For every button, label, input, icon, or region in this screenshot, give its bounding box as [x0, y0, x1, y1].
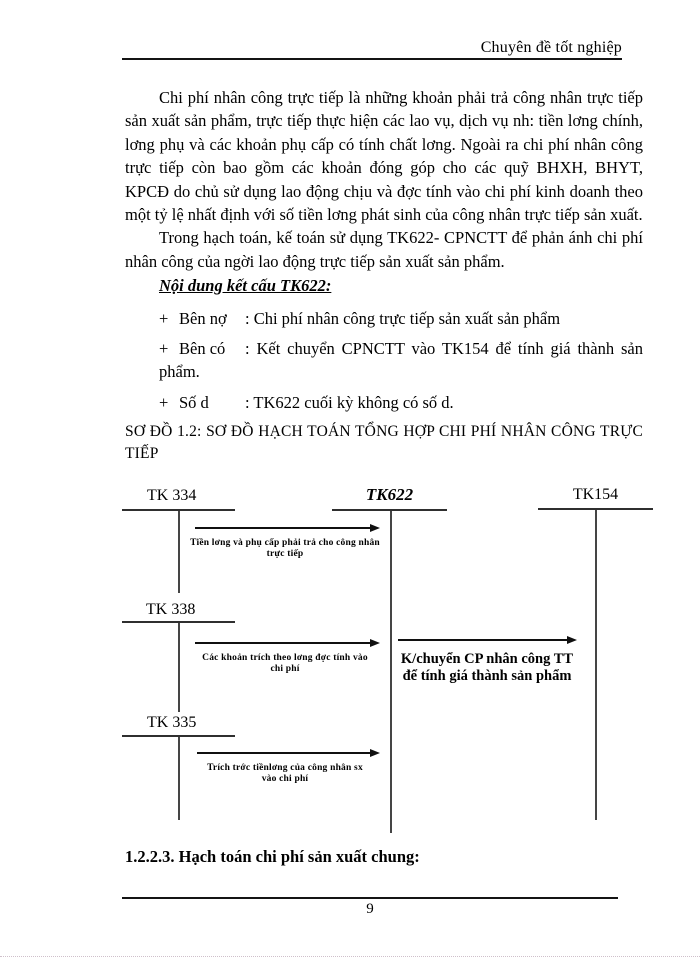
arrow3-label-line2: vào chi phí: [261, 774, 309, 784]
bullet-plus: +: [159, 308, 169, 328]
arrow1-label: [173, 538, 397, 560]
account-label-tk338: TK 338: [146, 601, 196, 618]
arrow2-label: [173, 653, 397, 675]
header-rule: [122, 58, 622, 60]
tk335-top-line: [122, 735, 235, 737]
diagram-caption: SƠ ĐỒ 1.2: SƠ ĐỒ HẠCH TOÁN TỔNG HỢP CHI PHÍ NHÂN CÔNG TRỰC TIẾP: [125, 423, 643, 463]
arrow-tk335-to-tk622: [197, 752, 371, 754]
arrow3-label: [173, 763, 397, 785]
list-item-so-du: [159, 391, 643, 414]
body-text: [125, 86, 643, 465]
tk154-top-line: [538, 508, 653, 510]
tk334-top-line: [122, 509, 235, 511]
account-label-tk622: TK622: [365, 485, 414, 504]
section-heading-1223: 1.2.2.3. Hạch toán chi phí sản xuất chung:: [125, 847, 420, 866]
list-item-label: Số d: [179, 392, 209, 412]
arrow-tk622-to-tk154: [398, 639, 568, 641]
bullet-plus: +: [159, 392, 169, 412]
list-item-label: Bên nợ: [179, 308, 227, 328]
list-item-text: : TK622 cuối kỳ không có số d.: [245, 392, 454, 412]
tk338-top-line: [122, 621, 235, 623]
arrow2-label-line2: chi phí: [270, 664, 300, 674]
arrow3-label-line1: Trích trớc tiềnlơng của công nhân sx: [207, 763, 363, 773]
account-label-tk335: TK 335: [147, 714, 197, 731]
arrow4-label-line2: để tính giá thành sản phẩm: [402, 667, 572, 684]
tk335-stem-line: [178, 737, 180, 820]
paragraph-cpnc-definition: Chi phí nhân công trực tiếp là những khoản phải trả công nhân trực tiếp sản xuất sản phẩm, trực tiếp thực hiện các lao vụ, dịch vụ nh: tiền lơng chính, lơng phụ và các khoản phụ cấp có tính chất lơng. Ngoài ra chi phí nhân công trực tiếp còn bao gồm các khoản đóng góp cho các quỹ BHXH, BHYT, KPCĐ do chủ sử dụng lao động chịu và đợc tính vào chi phí kinh doanh theo một tỷ lệ nhất định với số tiền lơng phát sinh của công nhân trực tiếp sản xuất.: [125, 88, 643, 225]
tk622-structure-list: [159, 307, 643, 415]
arrow2-label-line1: Các khoản trích theo lơng đợc tính vào: [202, 653, 368, 663]
list-item-text: : Kết chuyển CPNCTT vào TK154 để tính giá thành sản phẩm.: [159, 339, 643, 382]
footer-rule: [122, 897, 618, 899]
account-label-tk154: TK154: [572, 486, 619, 503]
page-edge-marker: [0, 956, 700, 957]
arrow-tk338-to-tk622: [195, 642, 371, 644]
list-item-ben-no: [159, 307, 643, 330]
page-number: 9: [366, 901, 374, 917]
arrow1-label-line2: trực tiếp: [266, 549, 304, 559]
tk622-stem-line: [390, 511, 392, 833]
list-item-ben-co: [159, 337, 643, 384]
account-label-tk334: TK 334: [147, 487, 197, 504]
arrow4-label: [393, 651, 581, 684]
tk334-stem-line: [178, 511, 180, 593]
header-title: Chuyên đề tốt nghiệp: [480, 39, 622, 56]
tk338-stem-line: [178, 623, 180, 712]
list-item-label: Bên có: [179, 339, 226, 359]
tk622-top-line: [332, 509, 447, 511]
bullet-plus: +: [159, 339, 169, 359]
subheading-noi-dung-ket-cau: Nội dung kết cấu TK622:: [159, 276, 332, 296]
paragraph-tk622-usage: Trong hạch toán, kế toán sử dụng TK622- CPNCTT để phản ánh chi phí nhân công của ngời lao động trực tiếp sản xuất sản phẩm.: [125, 228, 643, 271]
list-item-text: : Chi phí nhân công trực tiếp sản xuất sản phẩm: [245, 308, 561, 328]
arrow1-label-line1: Tiền lơng và phụ cấp phải trả cho công nhân: [190, 538, 380, 548]
arrow4-label-line1: K/chuyển CP nhân công TT: [400, 651, 574, 667]
tk154-stem-line: [595, 510, 597, 820]
arrow-tk334-to-tk622: [195, 527, 371, 529]
